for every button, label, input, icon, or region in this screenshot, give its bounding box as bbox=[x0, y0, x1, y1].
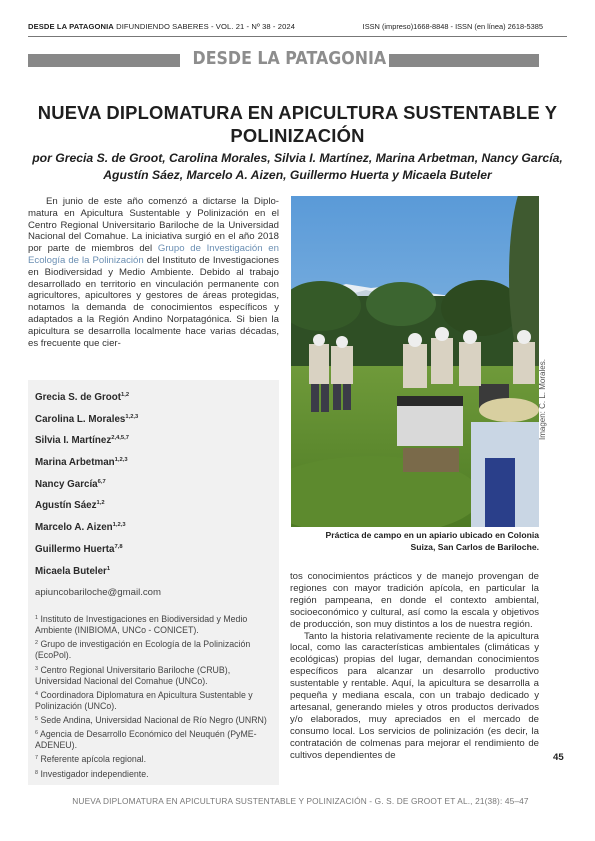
author-name: Carolina L. Morales$^{1,2,3}$ bbox=[35, 413, 139, 425]
author-name: Marina Arbetman$^{1,2,3}$ bbox=[35, 457, 128, 469]
photo-caption: Práctica de campo en un apiario ubicado en Colonia Suiza, San Carlos de Bariloche. bbox=[325, 530, 539, 552]
author-name: Silvia I. Martínez$^{2,4,5,7}$ bbox=[35, 435, 129, 447]
author-sidebar-content bbox=[35, 392, 275, 782]
author-name: Marcelo A. Aizen$^{1,2,3}$ bbox=[35, 522, 126, 534]
article-title: NUEVA DIPLOMATURA EN APICULTURA SUSTENTABLE Y POLINIZACIÓN bbox=[37, 102, 558, 146]
journal-name: DESDE LA PATAGONIA bbox=[28, 22, 114, 31]
body-paragraph: Tanto la historia relativamente reciente de la apicultura local, como las características ambientales (climáticas y ecológicas) propias del lugar, demandan conocimientos específicos para alcanzar un desarrollo productivo sustentable y rentable. Aquí, la apicultura se desarrolla a pequeña y mediana escala, con un trabajo dedicado y artesanal, generando mieles y otros productos derivados y/o elaborados, muy apreciados en el mercado de consumo local. Los servicios de polinización (es decir, la contratación de colmenas para mejorar el rendimiento de cultivos dependientes de bbox=[290, 630, 539, 761]
contact-email[interactable]: apiuncobariloche@gmail.com bbox=[35, 587, 161, 599]
running-footer: NUEVA DIPLOMATURA EN APICULTURA SUSTENTABLE Y POLINIZACIÓN - G. S. DE GROOT ET AL., 21(38): 45–47 bbox=[72, 796, 529, 806]
section-band-left bbox=[28, 54, 180, 67]
author-name: Guillermo Huerta$^{7,8}$ bbox=[35, 543, 123, 555]
body-paragraph: tos conocimientos prácticos y de manejo provengan de regiones con mayor tradición apícola, en particular la región pampeana, en donde el contexto ambiental, socioeconómico y cultural, así como la escala y objetivos de producción, son muy distintos a los de nuestra región. bbox=[290, 571, 539, 630]
author-byline: por Grecia S. de Groot, Carolina Morales, Silvia I. Martínez, Marina Arbetman, Nancy García, Agustín Sáez, Marcelo A. Aizen, Guillermo Huerta y Micaela Buteler bbox=[32, 151, 563, 182]
page-number: 45 bbox=[553, 752, 564, 763]
photo-credit: Imagen: C. L. Morales. bbox=[538, 359, 547, 440]
research-group-link[interactable]: Grupo de Investigación en Ecología de la Polinización bbox=[28, 243, 279, 266]
affiliation: $^8$ Investigador independiente. bbox=[35, 768, 149, 779]
header-rule bbox=[28, 36, 567, 37]
author-name: Nancy García$^{6,7}$ bbox=[35, 478, 106, 490]
intro-paragraph: En junio de este año comenzó a dictarse la Diplomatura en Apicultura Sustentable y Polinización en el Centro Regional Universitario Bariloche de la Universidad Nacional del Comahue. La iniciativa surgió en el año 2018 por parte de miembros del Grupo de Investigación en Ecología de la Polinización del Instituto de Investigaciones en Biodiversidad y Medio Ambiente. Debido al trabajo desarrollado en territorio en vinculación permanente con agricultores, apicultores y gestores de áreas protegidas, notamos la demanda de conocimientos específicos y adaptados a la Región Andino Norpatagónica. Si bien la apicultura se desarrolla localmente hace varias décadas, es frecuente que cier- bbox=[28, 196, 279, 349]
apiary-photo bbox=[291, 196, 539, 527]
intro-column bbox=[28, 196, 279, 349]
affiliation: $^4$ Coordinadora Diplomatura en Apicultura Sustentable y Polinización (UNCo). bbox=[35, 689, 253, 711]
affiliation: $^5$ Sede Andina, Universidad Nacional de Río Negro (UNRN) bbox=[35, 714, 267, 725]
affiliation: $^2$ Grupo de investigación en Ecología de la Polinización (EcoPol). bbox=[35, 639, 251, 661]
author-name: Agustín Sáez$^{1,2}$ bbox=[35, 500, 105, 512]
affiliation: $^3$ Centro Regional Universitario Bariloche (CRUB), Universidad Nacional del Comahue (UNCo). bbox=[35, 664, 231, 686]
section-band-title: DESDE LA PATAGONIA bbox=[192, 48, 387, 69]
running-header-journal bbox=[28, 22, 295, 31]
author-name: Grecia S. de Groot$^{1,2}$ bbox=[35, 392, 130, 403]
body-column-right bbox=[290, 571, 539, 762]
author-name: Micaela Buteler$^1$ bbox=[35, 565, 111, 577]
affiliation: $^6$ Agencia de Desarrollo Económico del Neuquén (PyME-ADENEU). bbox=[35, 729, 257, 751]
journal-volume: DIFUNDIENDO SABERES - VOL. 21 - Nº 38 - 2024 bbox=[116, 22, 296, 31]
issn-line: ISSN (impreso)1668-8848 - ISSN (en línea) 2618-5385 bbox=[362, 22, 543, 31]
affiliation: $^1$ Instituto de Investigaciones en Biodiversidad y Medio Ambiente (INIBIOMA, UNCo - CONICET). bbox=[35, 614, 248, 636]
section-band-right bbox=[389, 54, 539, 67]
affiliation: $^7$ Referente apícola regional. bbox=[35, 754, 147, 765]
